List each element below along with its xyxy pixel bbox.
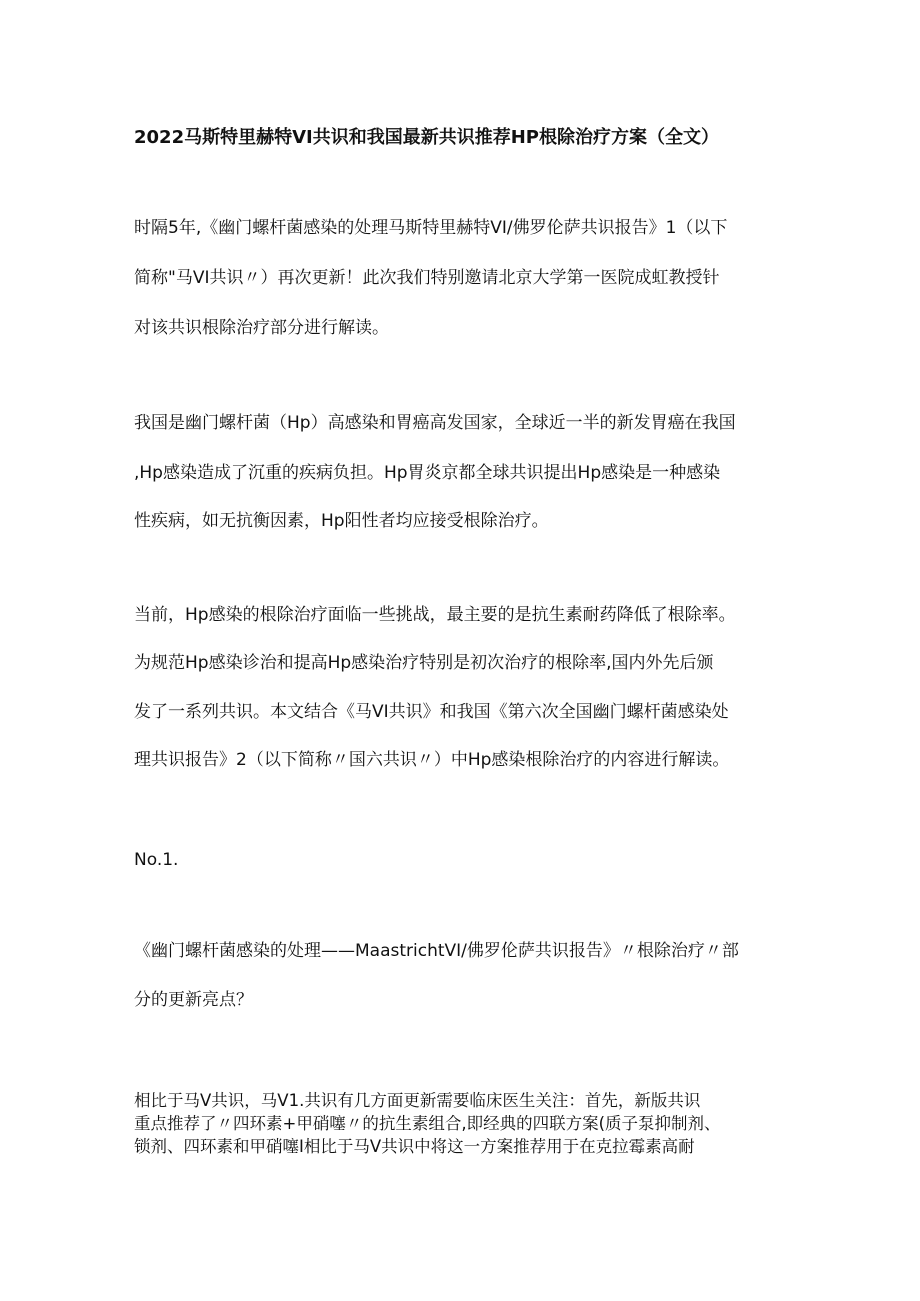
paragraph2-line-1: 我国是幽门螺杆菌（Hp）高感染和胃癌高发国家，全球近一半的新发胃癌在我国 <box>134 413 736 433</box>
paragraph2-line-2: ,Hp感染造成了沉重的疾病负担。Hp胃炎京都全球共识提出Hp感染是一种感染 <box>134 463 721 483</box>
document-title: 2022马斯特里赫特VI共识和我国最新共识推荐HP根除治疗方案（全文） <box>134 127 719 148</box>
question-line-2: 分的更新亮点？ <box>134 990 253 1010</box>
paragraph3-line-1: 当前，Hp感染的根除治疗面临一些挑战，最主要的是抗生素耐药降低了根除率。 <box>134 605 736 625</box>
question-line-1: 《幽门螺杆菌感染的处理——MaastrichtVI/佛罗伦萨共识报告》〃根除治疗〃部 <box>134 941 739 961</box>
paragraph1-line-2: 简称"马VI共识〃）再次更新！此次我们特别邀请北京大学第一医院成虹教授针 <box>134 268 720 288</box>
paragraph4-line-3: 锁剂、四环素和甲硝噻I相比于马V共识中将这一方案推荐用于在克拉霉素高耐 <box>134 1137 695 1156</box>
paragraph4-line-1: 相比于马V共识，马V1.共识有几方面更新需要临床医生关注：首先，新版共识 <box>134 1091 701 1110</box>
paragraph3-line-2: 为规范Hp感染诊治和提高Hp感染治疗特别是初次治疗的根除率,国内外先后颁 <box>134 653 714 673</box>
paragraph3-line-4: 理共识报告》2（以下简称〃国六共识〃）中Hp感染根除治疗的内容进行解读。 <box>134 750 730 770</box>
paragraph1-line-3: 对该共识根除治疗部分进行解读。 <box>134 318 389 338</box>
paragraph4-line-2: 重点推荐了〃四环素+甲硝噻〃的抗生素组合,即经典的四联方案(质子泵抑制剂、 <box>134 1114 721 1133</box>
section-number: No.1. <box>134 850 179 870</box>
paragraph2-line-3: 性疾病，如无抗衡因素，Hp阳性者均应接受根除治疗。 <box>134 511 549 531</box>
paragraph1-line-1: 时隔5年,《幽门螺杆菌感染的处理马斯特里赫特VI/佛罗伦萨共识报告》1（以下 <box>134 218 728 238</box>
paragraph3-line-3: 发了一系列共识。本文结合《马VI共识》和我国《第六次全国幽门螺杆菌感染处 <box>134 702 729 722</box>
